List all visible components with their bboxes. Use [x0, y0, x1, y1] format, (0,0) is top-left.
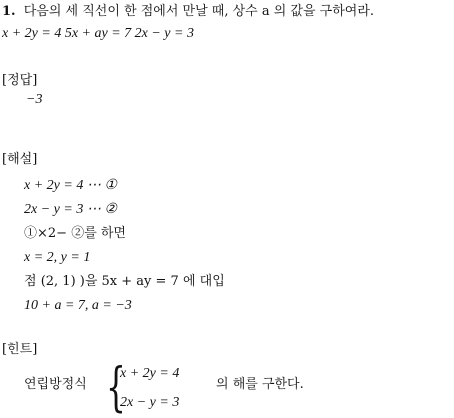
hint-suffix: 의 해를 구한다.: [216, 377, 304, 392]
problem-number: 1.: [2, 4, 16, 19]
hint-prefix: 연립방정식: [24, 377, 87, 392]
solution-line-2: 2x − y = 3 ⋯ ②: [24, 202, 117, 217]
answer-value: −3: [26, 92, 43, 107]
hint-equation-1: x + 2y = 4: [120, 366, 180, 381]
problem-title: [2, 4, 374, 20]
problem-text: 다음의 세 직선이 한 점에서 만날 때, 상수 a 의 값을 구하여라.: [23, 4, 375, 19]
solution-line-5: 점 (2, 1) )을 5x + ay = 7 에 대입: [24, 274, 225, 289]
solution-line-6: 10 + a = 7, a = −3: [24, 298, 132, 313]
problem-equations: x + 2y = 4 5x + ay = 7 2x − y = 3: [2, 26, 194, 41]
solution-heading: [해설]: [2, 152, 38, 167]
solution-line-3: ①×2− ②를 하면: [24, 226, 126, 241]
solution-line-1: x + 2y = 4 ⋯ ①: [24, 178, 117, 193]
hint-heading: [힌트]: [2, 342, 38, 357]
hint-equation-2: 2x − y = 3: [120, 395, 180, 410]
answer-heading: [정답]: [2, 73, 38, 88]
solution-line-4: x = 2, y = 1: [24, 250, 91, 265]
system-brace: {: [106, 358, 126, 418]
